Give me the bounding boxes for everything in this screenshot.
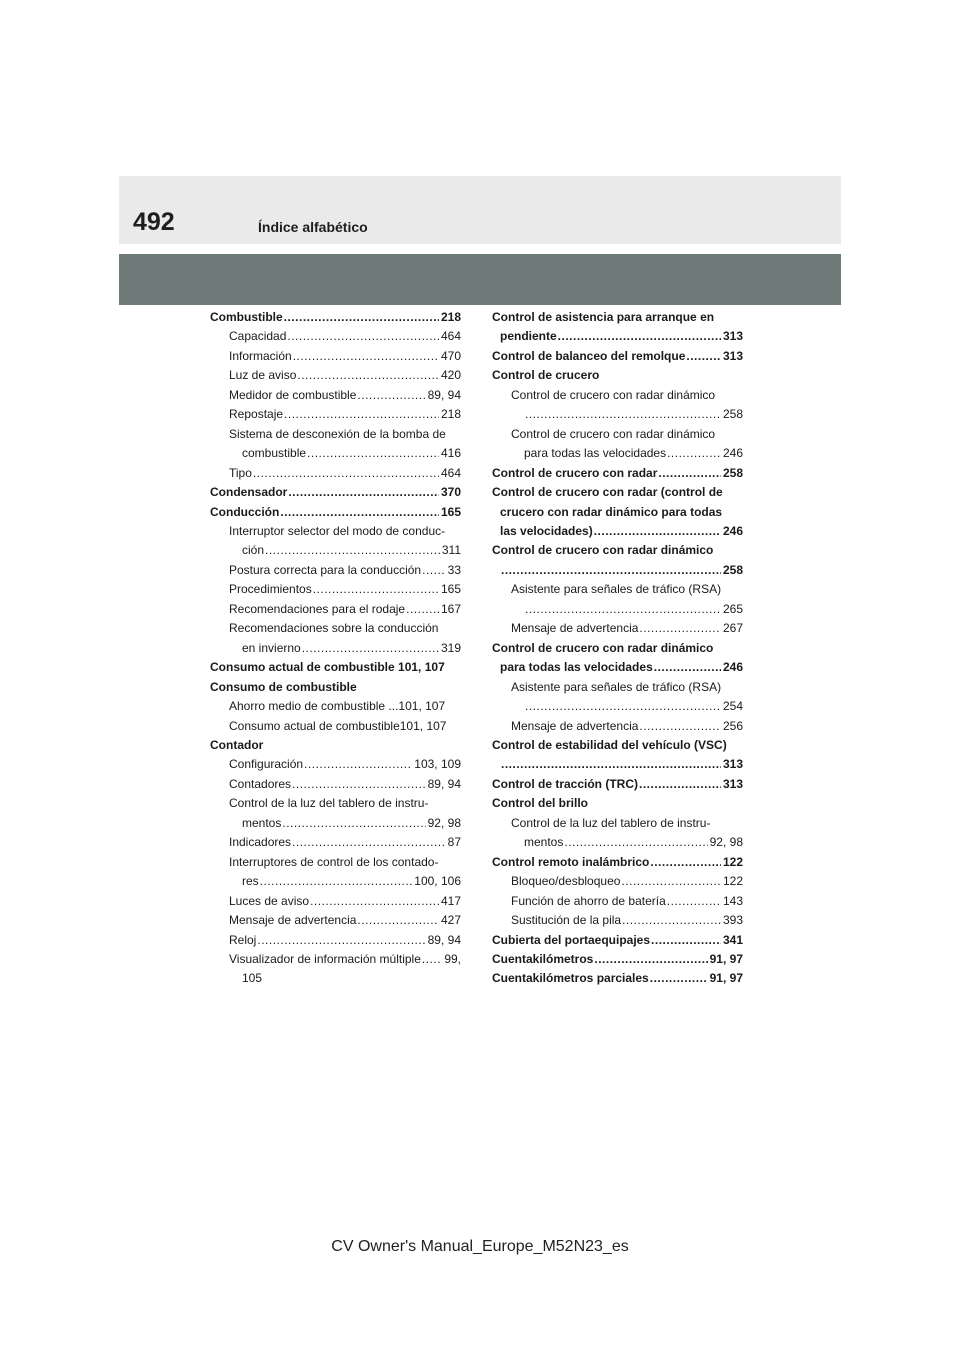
index-entry-text: Postura correcta para la conducción: [229, 562, 422, 577]
index-entry-text: Consumo de combustible: [210, 679, 357, 694]
index-entry: [492, 503, 743, 522]
index-entry: [210, 969, 461, 988]
index-entry-page: 218: [440, 310, 461, 324]
index-entry-page: 165: [440, 504, 461, 519]
index-entry-page: 416: [440, 446, 461, 461]
index-entry-page: 89, 94: [427, 932, 461, 947]
index-entry-text: Indicadores: [229, 835, 292, 850]
index-entry: [210, 639, 461, 658]
header-band: [119, 176, 841, 244]
index-entry: [492, 658, 743, 677]
dot-leader: [686, 347, 721, 366]
index-entry-text: Conducción: [210, 504, 280, 519]
index-entry: [492, 775, 743, 794]
index-entry-text: Cubierta del portaequipajes: [492, 932, 651, 947]
index-entry-text: Contador: [210, 737, 264, 752]
index-entry: [210, 853, 461, 872]
dot-leader: [304, 755, 412, 774]
index-entry: [492, 425, 743, 444]
dot-leader: [525, 600, 721, 619]
index-entry: [210, 697, 461, 716]
dot-leader: [292, 775, 426, 794]
index-entry-page: 91, 97: [709, 971, 743, 986]
index-entry-text: res: [242, 874, 259, 889]
index-entry-page: 427: [440, 913, 461, 928]
index-entry: [492, 697, 743, 716]
dot-leader: [651, 931, 721, 950]
index-entry: [492, 347, 743, 366]
index-entry-text: Sustitución de la pila: [511, 913, 622, 928]
index-entry: [210, 619, 461, 638]
index-entry-text: Consumo actual de combustible 101, 107: [210, 660, 445, 675]
index-entry-text: Interruptores de control de los contado-: [229, 854, 439, 869]
index-entry-text: Control de crucero: [492, 368, 600, 383]
index-entry: [210, 833, 461, 852]
index-entry-text: Mensaje de advertencia: [229, 913, 357, 928]
index-entry-text: Reloj: [229, 932, 257, 947]
index-entry-text: Interruptor selector del modo de conduc-: [229, 523, 446, 538]
index-entry-text: en invierno: [242, 640, 301, 655]
index-entry: [492, 853, 743, 872]
index-entry-text: Procedimientos: [229, 582, 312, 597]
index-entry-text: Sistema de desconexión de la bomba de: [229, 426, 446, 441]
index-entry: [492, 755, 743, 774]
dot-leader: [293, 347, 439, 366]
index-entry: [492, 794, 743, 813]
index-entry-text: Luz de aviso: [229, 368, 297, 383]
index-entry-page: 464: [440, 329, 461, 344]
dot-leader: [501, 755, 721, 774]
index-entry-page: 246: [722, 523, 743, 538]
index-entry-text: Contadores: [229, 776, 292, 791]
index-entry-text: Cuentakilómetros: [492, 951, 594, 966]
index-entry: [492, 522, 743, 541]
index-entry-page: 103, 109: [414, 757, 461, 772]
index-entry: [210, 425, 461, 444]
index-entry-page: 319: [440, 640, 461, 655]
index-entry-text: Mensaje de advertencia: [511, 718, 639, 733]
index-entry-text: Función de ahorro de batería: [511, 893, 666, 908]
index-entry-page: 265: [722, 601, 743, 616]
page-number: 492: [133, 208, 175, 236]
index-entry-text: Repostaje: [229, 407, 284, 422]
dot-leader: [280, 503, 439, 522]
dot-leader: [667, 892, 721, 911]
index-entry-text: Recomendaciones para el rodaje: [229, 601, 406, 616]
dot-leader: [525, 405, 721, 424]
index-entry: [210, 814, 461, 833]
dot-leader: [564, 833, 707, 852]
index-entry-page: 92, 98: [709, 835, 743, 850]
dot-leader: [284, 405, 439, 424]
index-entry-page: 143: [722, 893, 743, 908]
index-entry: [492, 639, 743, 658]
index-entry: [210, 755, 461, 774]
index-entry-page: 167: [440, 601, 461, 616]
index-entry-text: Configuración: [229, 757, 304, 772]
footer-manual-id: CV Owner's Manual_Europe_M52N23_es: [331, 1238, 629, 1255]
index-entry-text: Control de asistencia para arranque en: [492, 310, 715, 324]
dot-leader: [287, 327, 439, 346]
index-entry: [492, 541, 743, 560]
index-entry-text: Cuentakilómetros parciales: [492, 971, 649, 986]
index-entry-text: Control de crucero con radar dinámico: [511, 387, 716, 402]
index-entry: [210, 794, 461, 813]
index-entry-page: 417: [440, 893, 461, 908]
index-entry-page: 420: [440, 368, 461, 383]
index-entry-text: mentos: [524, 835, 564, 850]
index-entry-page: 33: [447, 562, 461, 577]
dot-leader: [501, 561, 721, 580]
index-entry: [492, 464, 743, 483]
index-entry: [210, 541, 461, 560]
index-entry-text: Control del brillo: [492, 796, 588, 811]
index-entry-page: 256: [722, 718, 743, 733]
index-entry-text: Asistente para señales de tráfico (RSA): [511, 679, 722, 694]
index-entry-page: 393: [722, 913, 743, 928]
index-entry-text: 105: [242, 971, 263, 986]
index-entry: [492, 308, 743, 327]
index-entry: [210, 327, 461, 346]
index-entry: [210, 717, 461, 736]
index-entry-page: 246: [722, 446, 743, 461]
index-entry: [492, 969, 743, 988]
dot-leader: [302, 639, 439, 658]
index-entry-text: para todas las velocidades: [524, 446, 667, 461]
index-entry: [210, 580, 461, 599]
index-entry-page: 464: [440, 465, 461, 480]
dot-leader: [310, 892, 439, 911]
index-entry-text: Capacidad: [229, 329, 287, 344]
dot-leader: [292, 833, 446, 852]
index-entry-text: mentos: [242, 815, 282, 830]
index-entry-text: Asistente para señales de tráfico (RSA): [511, 582, 722, 597]
dot-leader: [639, 775, 721, 794]
index-entry-page: 341: [722, 932, 743, 947]
dot-leader: [288, 483, 439, 502]
index-entry: [210, 522, 461, 541]
index-entry: [492, 814, 743, 833]
index-entry-text: Visualizador de información múltiple: [229, 951, 421, 966]
index-entry-text: Control de crucero con radar dinámico: [492, 543, 714, 558]
index-entry-text: para todas las velocidades: [500, 660, 653, 675]
dot-leader: [650, 969, 708, 988]
index-entry-text: Recomendaciones sobre la conducción: [229, 621, 439, 636]
index-entry: [210, 872, 461, 891]
index-entry: [492, 483, 743, 502]
index-entry: [210, 600, 461, 619]
dot-leader: [422, 561, 446, 580]
index-entry: [492, 931, 743, 950]
index-entry: [210, 386, 461, 405]
index-entry-text: ción: [242, 543, 265, 558]
index-entry: [492, 872, 743, 891]
index-entry-page: 89, 94: [427, 776, 461, 791]
index-entry-text: Control de crucero con radar dinámico: [492, 640, 714, 655]
index-entry: [210, 347, 461, 366]
section-divider-band: [119, 254, 841, 305]
dot-leader: [667, 444, 721, 463]
index-entry-page: 258: [722, 407, 743, 422]
index-entry-page: 122: [722, 874, 743, 889]
dot-leader: [357, 386, 425, 405]
dot-leader: [257, 931, 425, 950]
dot-leader: [313, 580, 439, 599]
index-entry: [210, 658, 461, 677]
index-entry-text: Control de crucero con radar: [492, 465, 658, 480]
index-entry: [492, 911, 743, 930]
index-entry-page: 218: [440, 407, 461, 422]
index-entry-page: 165: [440, 582, 461, 597]
index-entry-page: 91, 97: [709, 951, 743, 966]
index-entry-text: las velocidades): [500, 523, 593, 538]
index-entry-page: 370: [440, 485, 461, 500]
dot-leader: [621, 872, 721, 891]
index-entry: [492, 444, 743, 463]
index-entry: [210, 892, 461, 911]
index-entry-page: 258: [722, 562, 743, 577]
index-entry: [492, 405, 743, 424]
dot-leader: [297, 366, 439, 385]
index-entry-page: 122: [722, 854, 743, 869]
index-entry: [210, 308, 461, 327]
index-entry-text: Condensador: [210, 485, 288, 500]
dot-leader: [357, 911, 439, 930]
index-entry: [210, 775, 461, 794]
dot-leader: [284, 308, 439, 327]
index-entry-text: Luces de aviso: [229, 893, 310, 908]
index-entry-page: 258: [722, 465, 743, 480]
index-entry-page: 87: [447, 835, 461, 850]
index-entry: [492, 327, 743, 346]
index-entry-text: Control de la luz del tablero de instru-: [229, 796, 429, 811]
dot-leader: [558, 327, 721, 346]
dot-leader: [406, 600, 439, 619]
index-entry-page: 254: [722, 699, 743, 714]
dot-leader: [639, 619, 721, 638]
index-column-right: [492, 308, 743, 989]
index-entry: [210, 678, 461, 697]
index-entry: [210, 561, 461, 580]
index-entry: [492, 619, 743, 638]
dot-leader: [253, 464, 439, 483]
index-entry-text: Medidor de combustible: [229, 387, 357, 402]
index-entry-text: pendiente: [500, 329, 557, 344]
index-entry-page: 89, 94: [427, 387, 461, 402]
dot-leader: [650, 853, 721, 872]
index-entry-page: 313: [722, 776, 743, 791]
index-entry: [492, 678, 743, 697]
dot-leader: [658, 464, 721, 483]
section-title: Índice alfabético: [258, 219, 368, 235]
dot-leader: [282, 814, 425, 833]
index-entry: [210, 931, 461, 950]
dot-leader: [525, 697, 721, 716]
index-entry: [210, 464, 461, 483]
dot-leader: [594, 950, 707, 969]
index-entry-text: Control de tracción (TRC): [492, 776, 638, 791]
index-entry: [492, 950, 743, 969]
index-entry: [210, 444, 461, 463]
index-entry-text: Bloqueo/desbloqueo: [511, 874, 621, 889]
index-entry-text: Control remoto inalámbrico: [492, 854, 650, 869]
index-entry-page: 99,: [444, 951, 461, 966]
dot-leader: [622, 911, 721, 930]
index-entry-text: Control de crucero con radar dinámico: [511, 426, 716, 441]
dot-leader: [654, 658, 721, 677]
dot-leader: [265, 541, 440, 560]
index-entry: [210, 503, 461, 522]
index-entry: [492, 366, 743, 385]
index-entry: [492, 736, 743, 755]
dot-leader: [594, 522, 721, 541]
index-column-left: [210, 308, 461, 989]
index-entry: [210, 405, 461, 424]
index-entry-page: 470: [440, 348, 461, 363]
index-entry-text: Tipo: [229, 465, 252, 480]
index-entry-text: crucero con radar dinámico para todas: [500, 504, 723, 519]
index-entry: [210, 483, 461, 502]
index-entry: [492, 561, 743, 580]
index-entry-page: 313: [722, 757, 743, 772]
index-entry: [492, 833, 743, 852]
index-entry-text: Información: [229, 348, 292, 363]
index-entry-page: 313: [722, 348, 743, 363]
index-entry-page: 100, 106: [414, 874, 461, 889]
index-entry: [210, 950, 461, 969]
index-entry: [210, 366, 461, 385]
index-entry-page: 311: [441, 543, 461, 558]
index-entry: [492, 580, 743, 599]
dot-leader: [422, 950, 442, 969]
dot-leader: [307, 444, 439, 463]
index-entry: [210, 736, 461, 755]
index-entry: [492, 892, 743, 911]
index-entry-text: Control de la luz del tablero de instru-: [511, 815, 711, 830]
dot-leader: [260, 872, 413, 891]
index-entry-page: 246: [722, 660, 743, 675]
index-entry-text: Control de crucero con radar (control de: [492, 485, 723, 500]
index-entry-text: Mensaje de advertencia: [511, 621, 639, 636]
index-entry: [492, 386, 743, 405]
index-entry: [492, 600, 743, 619]
index-entry-page: 313: [722, 329, 743, 344]
dot-leader: [639, 717, 721, 736]
index-entry-text: Consumo actual de combustible101, 107: [229, 718, 447, 733]
index-entry-text: combustible: [242, 446, 307, 461]
index-entry: [210, 911, 461, 930]
index-entry-page: 267: [722, 621, 743, 636]
index-entry-text: Combustible: [210, 310, 283, 324]
index-entry-text: Ahorro medio de combustible ...101, 107: [229, 699, 446, 714]
index-entry-page: 92, 98: [427, 815, 461, 830]
index-entry: [492, 717, 743, 736]
index-entry-text: Control de balanceo del remolque: [492, 348, 686, 363]
index-entry-text: Control de estabilidad del vehículo (VSC): [492, 737, 727, 752]
